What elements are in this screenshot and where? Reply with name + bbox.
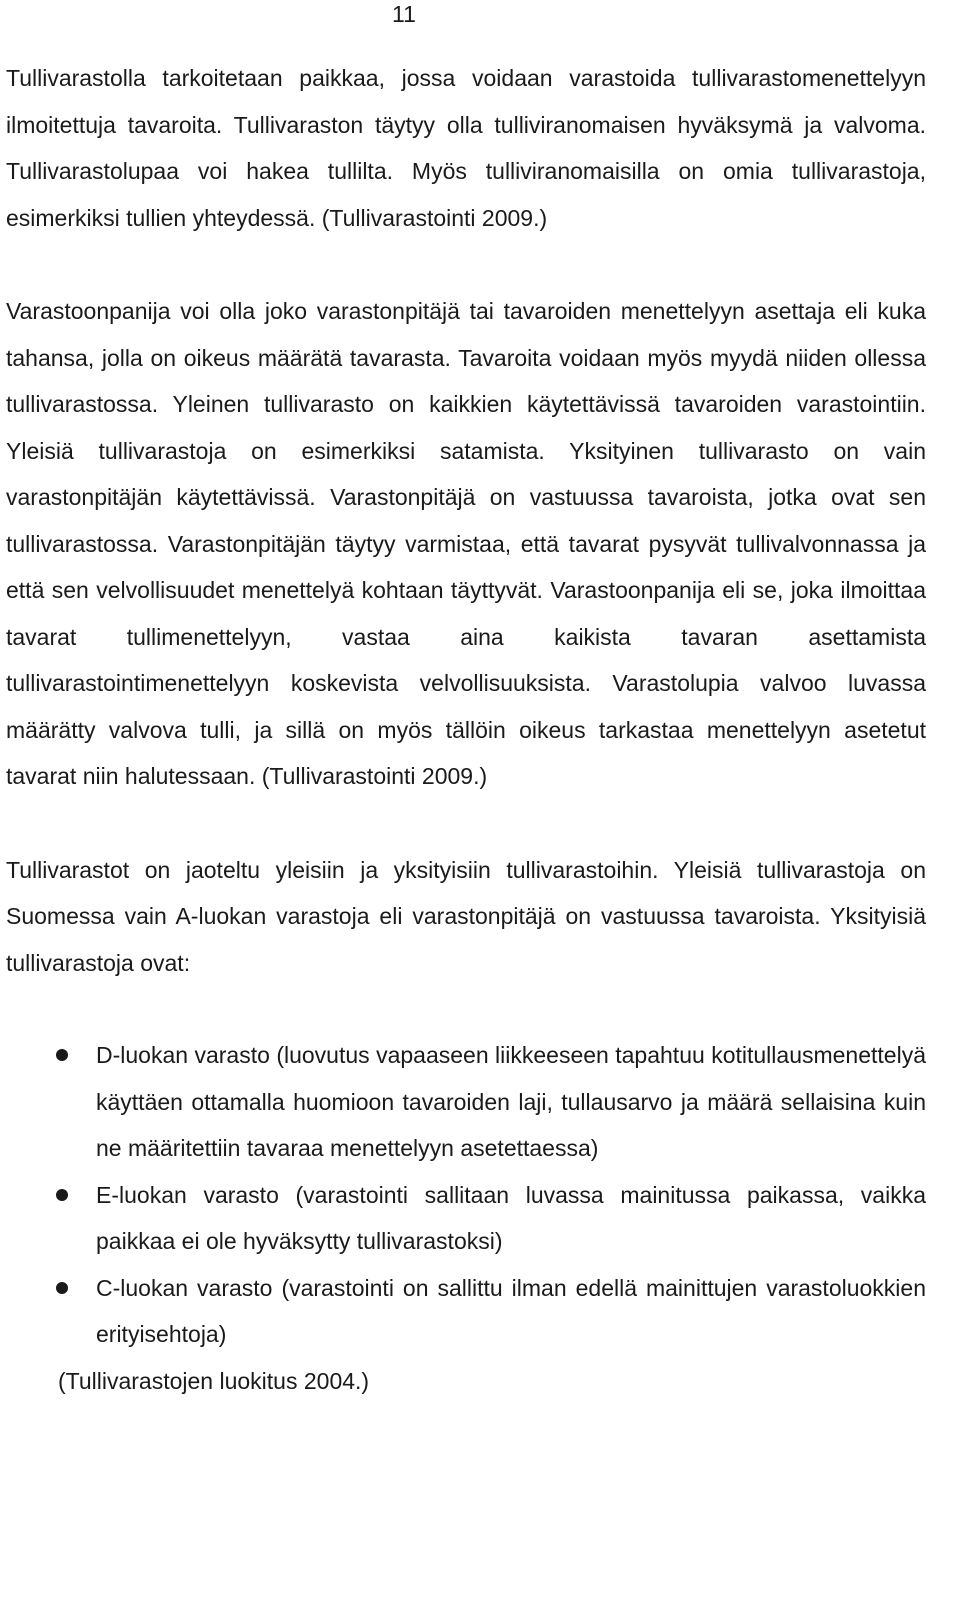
list-item-d-class: [6, 1032, 926, 1172]
paragraph-warehouse-classification: Tullivarastot on jaoteltu yleisiin ja yksityisiin tullivarastoihin. Yleisiä tullivarastoja on Suomessa vain A-luokan varastoja eli varastonpitäjä on vastuussa tavaroista. Yksityisiä tullivarastoja ovat:: [6, 856, 926, 976]
list-item-e-class: [6, 1172, 926, 1265]
bullet-icon: [56, 1189, 68, 1201]
page-number: 11: [392, 1, 416, 27]
list-item-c-class: [6, 1265, 926, 1358]
bullet-icon: [56, 1282, 68, 1294]
paragraph-depositor-responsibilities: Varastoonpanija voi olla joko varastonpitäjä tai tavaroiden menettelyyn asettaja eli kuka tahansa, jolla on oikeus määrätä tavarasta. Tavaroita voidaan myös myydä niiden ollessa tullivarastossa. Yleinen tullivarasto on kaikkien käytettävissä tavaroiden varastointiin. Yleisiä tullivarastoja on esimerkiksi satamista. Yksityinen tullivarasto on vain varastonpitäjän käytettävissä. Varastonpitäjä on vastuussa tavaroista, jotka ovat sen tullivarastossa. Varastonpitäjän täytyy varmistaa, että tavarat pysyvät tullivalvonnassa ja että sen velvollisuudet menettelyä kohtaan täyttyvät. Varastoonpanija eli se, joka ilmoittaa tavarat tullimenettelyyn, vastaa aina kaikista tavaran asettamista tullivarastointimenettelyyn koskevista velvollisuuksista. Varastolupia valvoo luvassa määrätty valvova tulli, ja sillä on myös tällöin oikeus tarkastaa menettelyyn asetetut tavarat niin halutessaan. (Tullivarastointi 2009.): [6, 298, 926, 789]
list-item-text: E-luokan varasto (varastointi sallitaan luvassa mainitussa paikassa, vaikka paikkaa ei ole hyväksytty tullivarastoksi): [96, 1181, 926, 1254]
document-body: [6, 55, 926, 1404]
warehouse-type-list: [6, 1032, 926, 1358]
list-item-text: D-luokan varasto (luovutus vapaaseen liikkeeseen tapahtuu kotitullausmenettelyä käyttäen ottamalla huomioon tavaroiden laji, tullausarvo ja määrä sellaisina kuin ne määritettiin tavaraa menettelyyn asetettaessa): [96, 1042, 926, 1161]
paragraph-customs-warehouse-definition: Tullivarastolla tarkoitetaan paikkaa, jossa voidaan varastoida tullivarastomenettelyyn ilmoitettuja tavaroita. Tullivaraston täytyy olla tulliviranomaisen hyväksymä ja valvoma. Tullivarastolupaa voi hakea tullilta. Myös tulliviranomaisilla on omia tullivarastoja, esimerkiksi tullien yhteydessä. (Tullivarastointi 2009.): [6, 65, 926, 231]
source-citation: (Tullivarastojen luokitus 2004.): [58, 1367, 370, 1394]
list-item-text: C-luokan varasto (varastointi on sallittu ilman edellä mainittujen varastoluokkien erityisehtoja): [96, 1274, 926, 1347]
bullet-icon: [56, 1049, 68, 1061]
